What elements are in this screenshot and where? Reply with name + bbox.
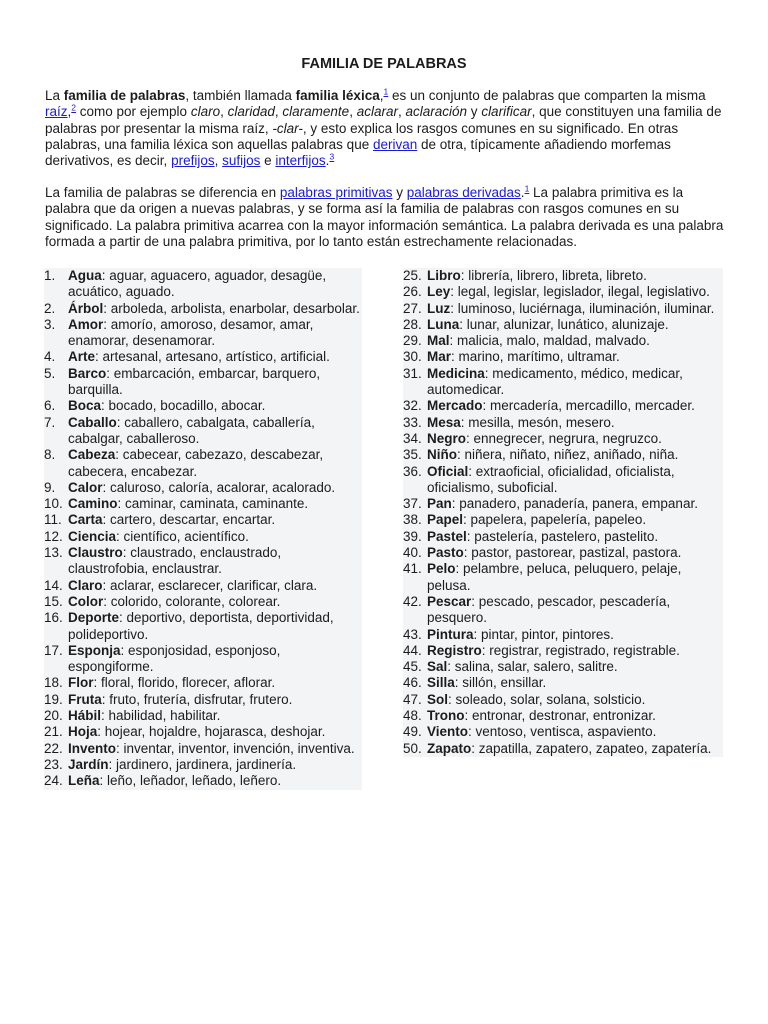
list-item-derivatives: : librería, librero, libreta, libreto. bbox=[460, 268, 647, 283]
list-item-derivatives: : entronar, destronar, entronizar. bbox=[464, 708, 656, 724]
list-item-word: Negro bbox=[427, 430, 467, 446]
list-item bbox=[44, 741, 362, 757]
list-item-derivatives: : lunar, alunizar, lunático, alunizaje. bbox=[459, 316, 669, 332]
list-item-derivatives: : zapatilla, zapatero, zapateo, zapatería. bbox=[471, 740, 712, 756]
list-item-number: 14. bbox=[44, 577, 63, 593]
list-item bbox=[403, 447, 723, 463]
list-item-number: 4. bbox=[44, 349, 56, 365]
list-item-word: Niño bbox=[427, 447, 457, 463]
list-item bbox=[403, 561, 723, 594]
list-item-derivatives: : papelera, papelería, papeleo. bbox=[463, 512, 647, 528]
list-item-word: Luna bbox=[427, 316, 460, 332]
list-item-number: 28. bbox=[403, 316, 422, 332]
word-family-list-right bbox=[403, 268, 723, 757]
link-palabras-primitivas[interactable]: palabras primitivas bbox=[279, 185, 393, 200]
list-item-number: 39. bbox=[403, 528, 422, 544]
list-item-number: 31. bbox=[403, 365, 422, 381]
list-item-number: 13. bbox=[44, 545, 63, 561]
list-item-derivatives: : esponjosidad, esponjoso, espongiforme. bbox=[68, 642, 281, 675]
list-item-word: Hábil bbox=[68, 708, 102, 724]
list-item-word: Mercado bbox=[427, 398, 483, 414]
list-item bbox=[403, 398, 723, 414]
list-item-word: Caballo bbox=[68, 414, 117, 430]
list-item-word: Hoja bbox=[68, 724, 98, 740]
list-item bbox=[403, 692, 723, 708]
list-item bbox=[403, 349, 723, 365]
list-item-number: 23. bbox=[44, 756, 63, 772]
list-item-word: Leña bbox=[68, 773, 100, 789]
list-item-number: 49. bbox=[403, 724, 422, 740]
list-item bbox=[403, 741, 723, 757]
list-item bbox=[403, 431, 723, 447]
list-item-word: Invento bbox=[68, 740, 117, 756]
list-item bbox=[44, 268, 362, 301]
word-family-list-left bbox=[44, 268, 362, 790]
list-item-derivatives: : pintar, pintor, pintores. bbox=[473, 626, 614, 642]
link-prefijos[interactable]: prefijos bbox=[171, 153, 215, 169]
list-item-word: Registro bbox=[427, 642, 482, 658]
list-item-derivatives: : floral, florido, florecer, aflorar. bbox=[93, 675, 276, 691]
list-item-derivatives: : ventoso, ventisca, aspaviento. bbox=[468, 724, 657, 740]
list-item-number: 40. bbox=[403, 545, 422, 561]
list-item-word: Medicina bbox=[427, 365, 485, 381]
list-item-number: 10. bbox=[44, 496, 63, 512]
list-item-derivatives: : cartero, descartar, encartar. bbox=[102, 512, 276, 528]
list-item-number: 33. bbox=[403, 414, 422, 430]
list-item-number: 8. bbox=[44, 447, 56, 463]
list-item bbox=[403, 284, 723, 300]
list-item-derivatives: : claustrado, enclaustrado, claustrofobia, enclaustrar. bbox=[68, 545, 282, 577]
intro-paragraph bbox=[45, 88, 725, 169]
list-item-word: Fruta bbox=[68, 691, 102, 707]
list-item-number: 42. bbox=[403, 593, 422, 609]
list-item-number: 22. bbox=[44, 740, 63, 756]
bold-term: familia de palabras bbox=[63, 88, 186, 103]
list-item-word: Papel bbox=[427, 512, 464, 528]
list-item bbox=[44, 675, 362, 691]
text: e bbox=[260, 153, 276, 169]
list-item-derivatives: : leño, leñador, leñado, leñero. bbox=[99, 773, 282, 789]
list-item-derivatives: : inventar, inventor, invención, inventiva. bbox=[116, 740, 355, 756]
list-item-word: Deporte bbox=[68, 610, 120, 626]
list-item bbox=[44, 512, 362, 528]
italic-example: claridad bbox=[227, 104, 275, 120]
list-item-number: 37. bbox=[403, 496, 422, 512]
list-item-word: Libro bbox=[427, 268, 461, 283]
list-item-word: Arte bbox=[68, 349, 96, 365]
list-item-word: Pintura bbox=[427, 626, 474, 642]
footnote-link[interactable]: 3 bbox=[329, 151, 335, 162]
list-item bbox=[44, 366, 362, 399]
list-item-derivatives: : bocado, bocadillo, abocar. bbox=[101, 398, 266, 414]
list-item-number: 35. bbox=[403, 447, 422, 463]
list-item-word: Pescar bbox=[427, 593, 472, 609]
list-item bbox=[403, 268, 723, 284]
text: , bbox=[379, 88, 384, 103]
list-item bbox=[403, 627, 723, 643]
list-item bbox=[403, 643, 723, 659]
footnote-link[interactable]: 1 bbox=[383, 86, 389, 97]
text: . bbox=[325, 153, 330, 169]
list-item-word: Boca bbox=[68, 398, 102, 414]
list-item bbox=[44, 349, 362, 365]
list-item-word: Flor bbox=[68, 675, 94, 691]
list-item-derivatives: : soleado, solar, solana, solsticio. bbox=[448, 691, 646, 707]
list-item-number: 44. bbox=[403, 642, 422, 658]
list-item bbox=[44, 545, 362, 578]
list-item-number: 47. bbox=[403, 691, 422, 707]
list-item-number: 46. bbox=[403, 675, 422, 691]
list-item-derivatives: : legal, legislar, legislador, ilegal, legislativo. bbox=[450, 284, 710, 300]
list-item bbox=[403, 529, 723, 545]
list-item-word: Pan bbox=[427, 496, 452, 512]
list-item-number: 12. bbox=[44, 528, 63, 544]
list-item-word: Esponja bbox=[68, 642, 121, 658]
list-item-derivatives: : caminar, caminata, caminante. bbox=[117, 496, 309, 512]
footnote-ref[interactable] bbox=[329, 152, 334, 162]
list-item-derivatives: : amorío, amoroso, desamor, amar, enamorar, desenamorar. bbox=[68, 316, 314, 349]
list-item-number: 25. bbox=[403, 268, 422, 283]
italic-example: claramente bbox=[282, 104, 350, 120]
list-item-word: Mesa bbox=[427, 414, 461, 430]
list-item-number: 11. bbox=[44, 512, 62, 528]
list-item-number: 24. bbox=[44, 773, 63, 789]
text: La bbox=[45, 88, 64, 103]
list-item-word: Mal bbox=[427, 333, 450, 349]
italic-example: aclarar bbox=[356, 104, 398, 120]
list-item-derivatives: : deportivo, deportista, deportividad, polideportivo. bbox=[68, 610, 334, 642]
list-item-number: 34. bbox=[403, 430, 422, 446]
list-item-number: 20. bbox=[44, 708, 63, 724]
list-item-word: Claustro bbox=[68, 545, 123, 561]
list-item-derivatives: : sillón, ensillar. bbox=[454, 675, 547, 691]
list-item bbox=[44, 415, 362, 448]
italic-example: aclaración bbox=[405, 104, 468, 120]
list-item-derivatives: : artesanal, artesano, artístico, artificial. bbox=[95, 349, 330, 365]
text: . bbox=[520, 185, 525, 200]
list-item bbox=[403, 496, 723, 512]
list-item bbox=[403, 317, 723, 333]
list-item-word: Cabeza bbox=[68, 447, 116, 463]
text: de otra, típicamente añadiendo morfemas derivativos, es decir, bbox=[45, 136, 671, 169]
list-item-number: 36. bbox=[403, 463, 422, 479]
text: es un conjunto de palabras que comparten la misma bbox=[388, 88, 706, 103]
list-item bbox=[403, 675, 723, 691]
list-item-word: Jardín bbox=[68, 756, 109, 772]
list-item-derivatives: : niñera, niñato, niñez, aniñado, niña. bbox=[457, 447, 679, 463]
list-item-derivatives: : medicamento, médico, medicar, automedicar. bbox=[427, 365, 683, 398]
text: y bbox=[467, 104, 482, 120]
list-item bbox=[44, 496, 362, 512]
list-item-number: 3. bbox=[44, 316, 56, 332]
italic-example: -clar- bbox=[272, 120, 303, 136]
list-item-number: 30. bbox=[403, 349, 422, 365]
text: La familia de palabras se diferencia en bbox=[45, 185, 280, 200]
list-item bbox=[44, 724, 362, 740]
text: , bbox=[397, 104, 406, 120]
list-item bbox=[403, 594, 723, 627]
list-item-word: Ciencia bbox=[68, 528, 117, 544]
text: , también llamada bbox=[185, 88, 296, 103]
list-item bbox=[44, 757, 362, 773]
list-item-word: Luz bbox=[427, 300, 451, 316]
list-item-word: Pelo bbox=[427, 561, 456, 577]
list-item bbox=[403, 545, 723, 561]
link-interfijos[interactable]: interfijos bbox=[275, 153, 326, 169]
list-item-number: 21. bbox=[44, 724, 63, 740]
list-item-derivatives: : pescado, pescador, pescadería, pesquero. bbox=[427, 593, 671, 626]
text: , bbox=[349, 104, 357, 120]
list-item-derivatives: : hojear, hojaldre, hojarasca, deshojar. bbox=[97, 724, 326, 740]
text: , bbox=[274, 104, 283, 120]
text: , bbox=[214, 153, 223, 169]
list-item bbox=[44, 773, 362, 789]
list-item-derivatives: : extraoficial, oficialidad, oficialista, oficialismo, suboficial. bbox=[427, 463, 675, 495]
list-item-derivatives: : malicia, malo, maldad, malvado. bbox=[449, 333, 650, 349]
list-item-word: Árbol bbox=[68, 300, 104, 316]
list-item-derivatives: : salina, salar, salero, salitre. bbox=[447, 659, 618, 675]
list-item-word: Viento bbox=[427, 724, 469, 740]
list-item-number: 15. bbox=[44, 593, 63, 609]
list-item-derivatives: : luminoso, luciérnaga, iluminación, iluminar. bbox=[450, 300, 715, 316]
list-item-number: 50. bbox=[403, 740, 422, 756]
text: como por ejemplo bbox=[76, 104, 191, 120]
list-item-derivatives: : caluroso, caloría, acalorar, acalorado. bbox=[102, 479, 336, 495]
text: La palabra primitiva es la palabra que da origen a nuevas palabras, y se forma así la familia de palabras con rasgos comunes en su significado. La palabra primitiva acarrea con la mayor información semántica. La palabra derivada es una palabra formada a partir de una palabra primitiva, por lo tanto están estrechamente relacionadas. bbox=[45, 185, 724, 249]
second-paragraph bbox=[45, 185, 725, 250]
list-item-word: Carta bbox=[68, 512, 103, 528]
list-item-derivatives: : pelambre, peluca, peluquero, pelaje, pelusa. bbox=[427, 561, 682, 593]
list-item bbox=[44, 692, 362, 708]
list-item bbox=[403, 464, 723, 497]
list-item-word: Sol bbox=[427, 691, 449, 707]
list-item-derivatives: : marino, marítimo, ultramar. bbox=[451, 349, 620, 365]
text: , y esto explica los rasgos comunes en su significado. En otras palabras, una familia léxica son aquellas palabras que bbox=[45, 120, 679, 152]
list-item-word: Claro bbox=[68, 577, 103, 593]
list-item-derivatives: : científico, acientífico. bbox=[116, 528, 249, 544]
list-item bbox=[44, 643, 362, 676]
list-item-number: 38. bbox=[403, 512, 422, 528]
list-item-derivatives: : colorido, colorante, colorear. bbox=[103, 593, 281, 609]
list-item-derivatives: : pastelería, pastelero, pastelito. bbox=[466, 528, 659, 544]
list-item-number: 43. bbox=[403, 626, 422, 642]
list-item-number: 17. bbox=[44, 642, 63, 658]
list-item-number: 29. bbox=[403, 333, 422, 349]
list-item bbox=[44, 529, 362, 545]
list-item-derivatives: : mesilla, mesón, mesero. bbox=[460, 414, 615, 430]
list-item-word: Ley bbox=[427, 284, 451, 300]
list-item-word: Color bbox=[68, 593, 104, 609]
text: y bbox=[392, 185, 407, 200]
list-item bbox=[44, 610, 362, 643]
list-item bbox=[403, 333, 723, 349]
list-item-number: 6. bbox=[44, 398, 56, 414]
list-item-word: Zapato bbox=[427, 740, 472, 756]
text: , que constituyen una familia de palabras por presentar la misma raíz, bbox=[45, 104, 722, 136]
list-item-word: Amor bbox=[68, 316, 104, 332]
list-item bbox=[44, 447, 362, 480]
list-item-word: Barco bbox=[68, 365, 107, 381]
text: , bbox=[67, 104, 72, 120]
list-item-word: Pasto bbox=[427, 545, 464, 561]
list-item-number: 1. bbox=[44, 268, 56, 283]
list-item-derivatives: : cabecear, cabezazo, descabezar, cabecera, encabezar. bbox=[68, 447, 324, 479]
list-item-number: 5. bbox=[44, 365, 56, 381]
list-item-word: Oficial bbox=[427, 463, 469, 479]
list-item-number: 19. bbox=[44, 691, 63, 707]
list-item-number: 45. bbox=[403, 659, 422, 675]
list-item-derivatives: : habilidad, habilitar. bbox=[101, 708, 221, 724]
list-item-derivatives: : jardinero, jardinera, jardinería. bbox=[108, 756, 297, 772]
list-item bbox=[44, 317, 362, 350]
list-item-number: 18. bbox=[44, 675, 63, 691]
list-item-word: Agua bbox=[68, 268, 102, 283]
list-item-derivatives: : aclarar, esclarecer, clarificar, clara. bbox=[102, 577, 318, 593]
list-item bbox=[44, 578, 362, 594]
link-sufijos[interactable]: sufijos bbox=[222, 153, 261, 169]
list-item-number: 48. bbox=[403, 708, 422, 724]
list-item bbox=[44, 708, 362, 724]
list-item-number: 41. bbox=[403, 561, 422, 577]
link-raiz[interactable]: raíz bbox=[45, 104, 68, 120]
list-item-number: 9. bbox=[44, 479, 56, 495]
list-item-derivatives: : arboleda, arbolista, enarbolar, desarbolar. bbox=[103, 300, 360, 316]
list-item-derivatives: : fruto, frutería, disfrutar, frutero. bbox=[101, 691, 293, 707]
list-item-word: Pastel bbox=[427, 528, 467, 544]
list-item-derivatives: : panadero, panadería, panera, empanar. bbox=[451, 496, 698, 512]
text: , bbox=[220, 104, 228, 120]
list-item-word: Camino bbox=[68, 496, 118, 512]
list-item-word: Silla bbox=[427, 675, 455, 691]
italic-example: claro bbox=[190, 104, 221, 120]
list-item-number: 16. bbox=[44, 610, 63, 626]
list-item-number: 32. bbox=[403, 398, 422, 414]
list-item bbox=[44, 398, 362, 414]
list-item-word: Sal bbox=[427, 659, 448, 675]
footnote-link[interactable]: 2 bbox=[71, 102, 77, 113]
list-item-derivatives: : embarcación, embarcar, barquero, barquilla. bbox=[68, 365, 321, 398]
list-item-number: 26. bbox=[403, 284, 422, 300]
list-item bbox=[403, 301, 723, 317]
list-item-number: 27. bbox=[403, 300, 422, 316]
list-item-word: Calor bbox=[68, 479, 103, 495]
list-item bbox=[44, 301, 362, 317]
list-item bbox=[44, 480, 362, 496]
list-item bbox=[403, 659, 723, 675]
list-item-word: Trono bbox=[427, 708, 465, 724]
list-item bbox=[44, 594, 362, 610]
list-item bbox=[403, 512, 723, 528]
link-derivan[interactable]: derivan bbox=[372, 136, 418, 152]
list-item bbox=[403, 724, 723, 740]
link-palabras-derivadas[interactable]: palabras derivadas bbox=[406, 185, 521, 200]
list-item-number: 2. bbox=[44, 300, 56, 316]
list-item-word: Mar bbox=[427, 349, 452, 365]
list-item-number: 7. bbox=[44, 414, 56, 430]
list-item-derivatives: : caballero, cabalgata, caballería, cabalgar, caballeroso. bbox=[68, 414, 315, 446]
page-title: FAMILIA DE PALABRAS bbox=[301, 56, 467, 72]
list-item bbox=[403, 415, 723, 431]
list-item-derivatives: : ennegrecer, negrura, negruzco. bbox=[466, 430, 662, 446]
italic-example: clarificar bbox=[481, 104, 532, 120]
list-item-derivatives: : mercadería, mercadillo, mercader. bbox=[482, 398, 695, 414]
list-item bbox=[403, 708, 723, 724]
list-item-derivatives: : registrar, registrado, registrable. bbox=[481, 642, 680, 658]
list-item bbox=[403, 366, 723, 399]
bold-term: familia léxica bbox=[295, 88, 380, 103]
list-item-derivatives: : pastor, pastorear, pastizal, pastora. bbox=[463, 545, 682, 561]
footnote-link[interactable]: 1 bbox=[524, 183, 530, 194]
list-item-derivatives: : aguar, aguacero, aguador, desagüe, acuático, aguado. bbox=[68, 268, 327, 300]
